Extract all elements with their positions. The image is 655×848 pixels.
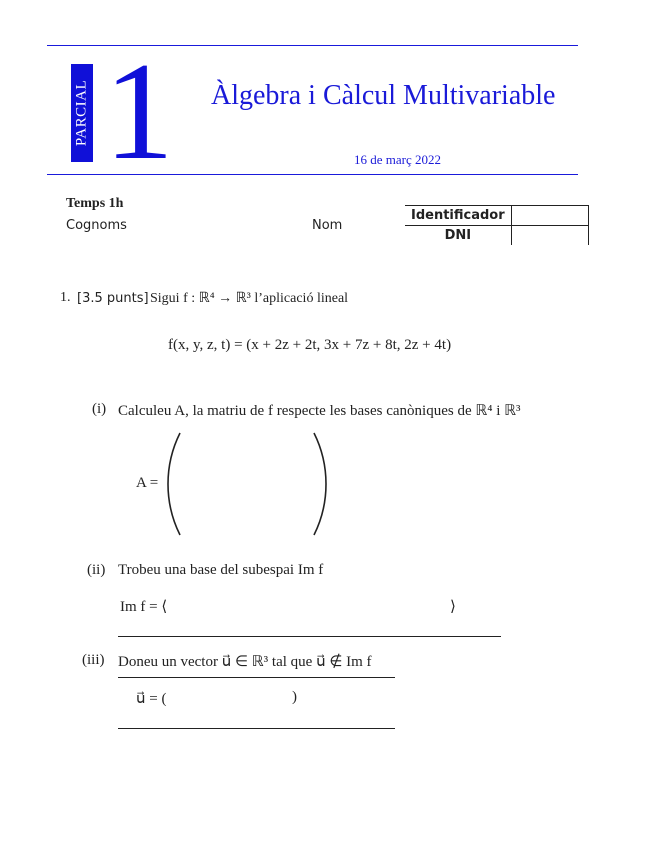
identifier-label: Identificador [405,206,511,226]
part-iii-text: Doneu un vector u⃗ ∈ ℝ³ tal que u⃗ ∉ Im f [118,654,372,670]
parcial-label: PARCIAL [73,79,90,147]
matrix-left-paren [168,433,180,535]
part-iii-top-rule [118,677,395,678]
dni-field[interactable] [511,226,588,246]
exam-number: 1 [104,34,174,189]
part-ii-underline [118,636,501,637]
header-bottom-rule [47,174,578,175]
image-prefix: Im f = ⟨ [120,599,168,615]
surnames-label: Cognoms [66,218,127,233]
dni-label: DNI [405,226,511,246]
problem-formula: f(x, y, z, t) = (x + 2z + 2t, 3x + 7z + 8t, 2z + 4t) [168,337,452,353]
part-ii-label: (ii) [87,562,106,578]
part-i-label: (i) [92,401,107,417]
id-table [405,205,589,245]
part-iii-label: (iii) [82,652,105,668]
parcial-badge [71,64,93,162]
vector-answer-area[interactable] [176,687,286,709]
identifier-field[interactable] [511,206,588,226]
time-label: Temps 1h [66,196,124,211]
id-row [405,206,588,226]
vector-suffix: ) [292,689,297,705]
matrix-right-paren [314,433,326,535]
image-answer-area[interactable] [182,595,444,617]
exam-date: 16 de març 2022 [354,152,442,167]
name-label: Nom [312,218,343,233]
image-suffix: ⟩ [450,599,456,615]
part-iii-bottom-rule [118,728,395,729]
problem-number: 1. [60,290,71,305]
problem-statement: Sigui f : ℝ⁴ → ℝ³ l’aplicació lineal [150,291,349,306]
matrix-answer-area[interactable] [186,436,310,532]
dni-row [405,226,588,246]
part-ii-text: Trobeu una base del subespai Im f [118,562,324,578]
vector-prefix: u⃗ = ( [136,691,167,707]
matrix-a-prefix: A = [136,475,159,491]
part-i-text: Calculeu A, la matriu de f respecte les bases canòniques de ℝ⁴ i ℝ³ [118,403,521,419]
problem-points: [3.5 punts] [77,291,149,306]
page-title: Àlgebra i Càlcul Multivariable [211,80,556,111]
